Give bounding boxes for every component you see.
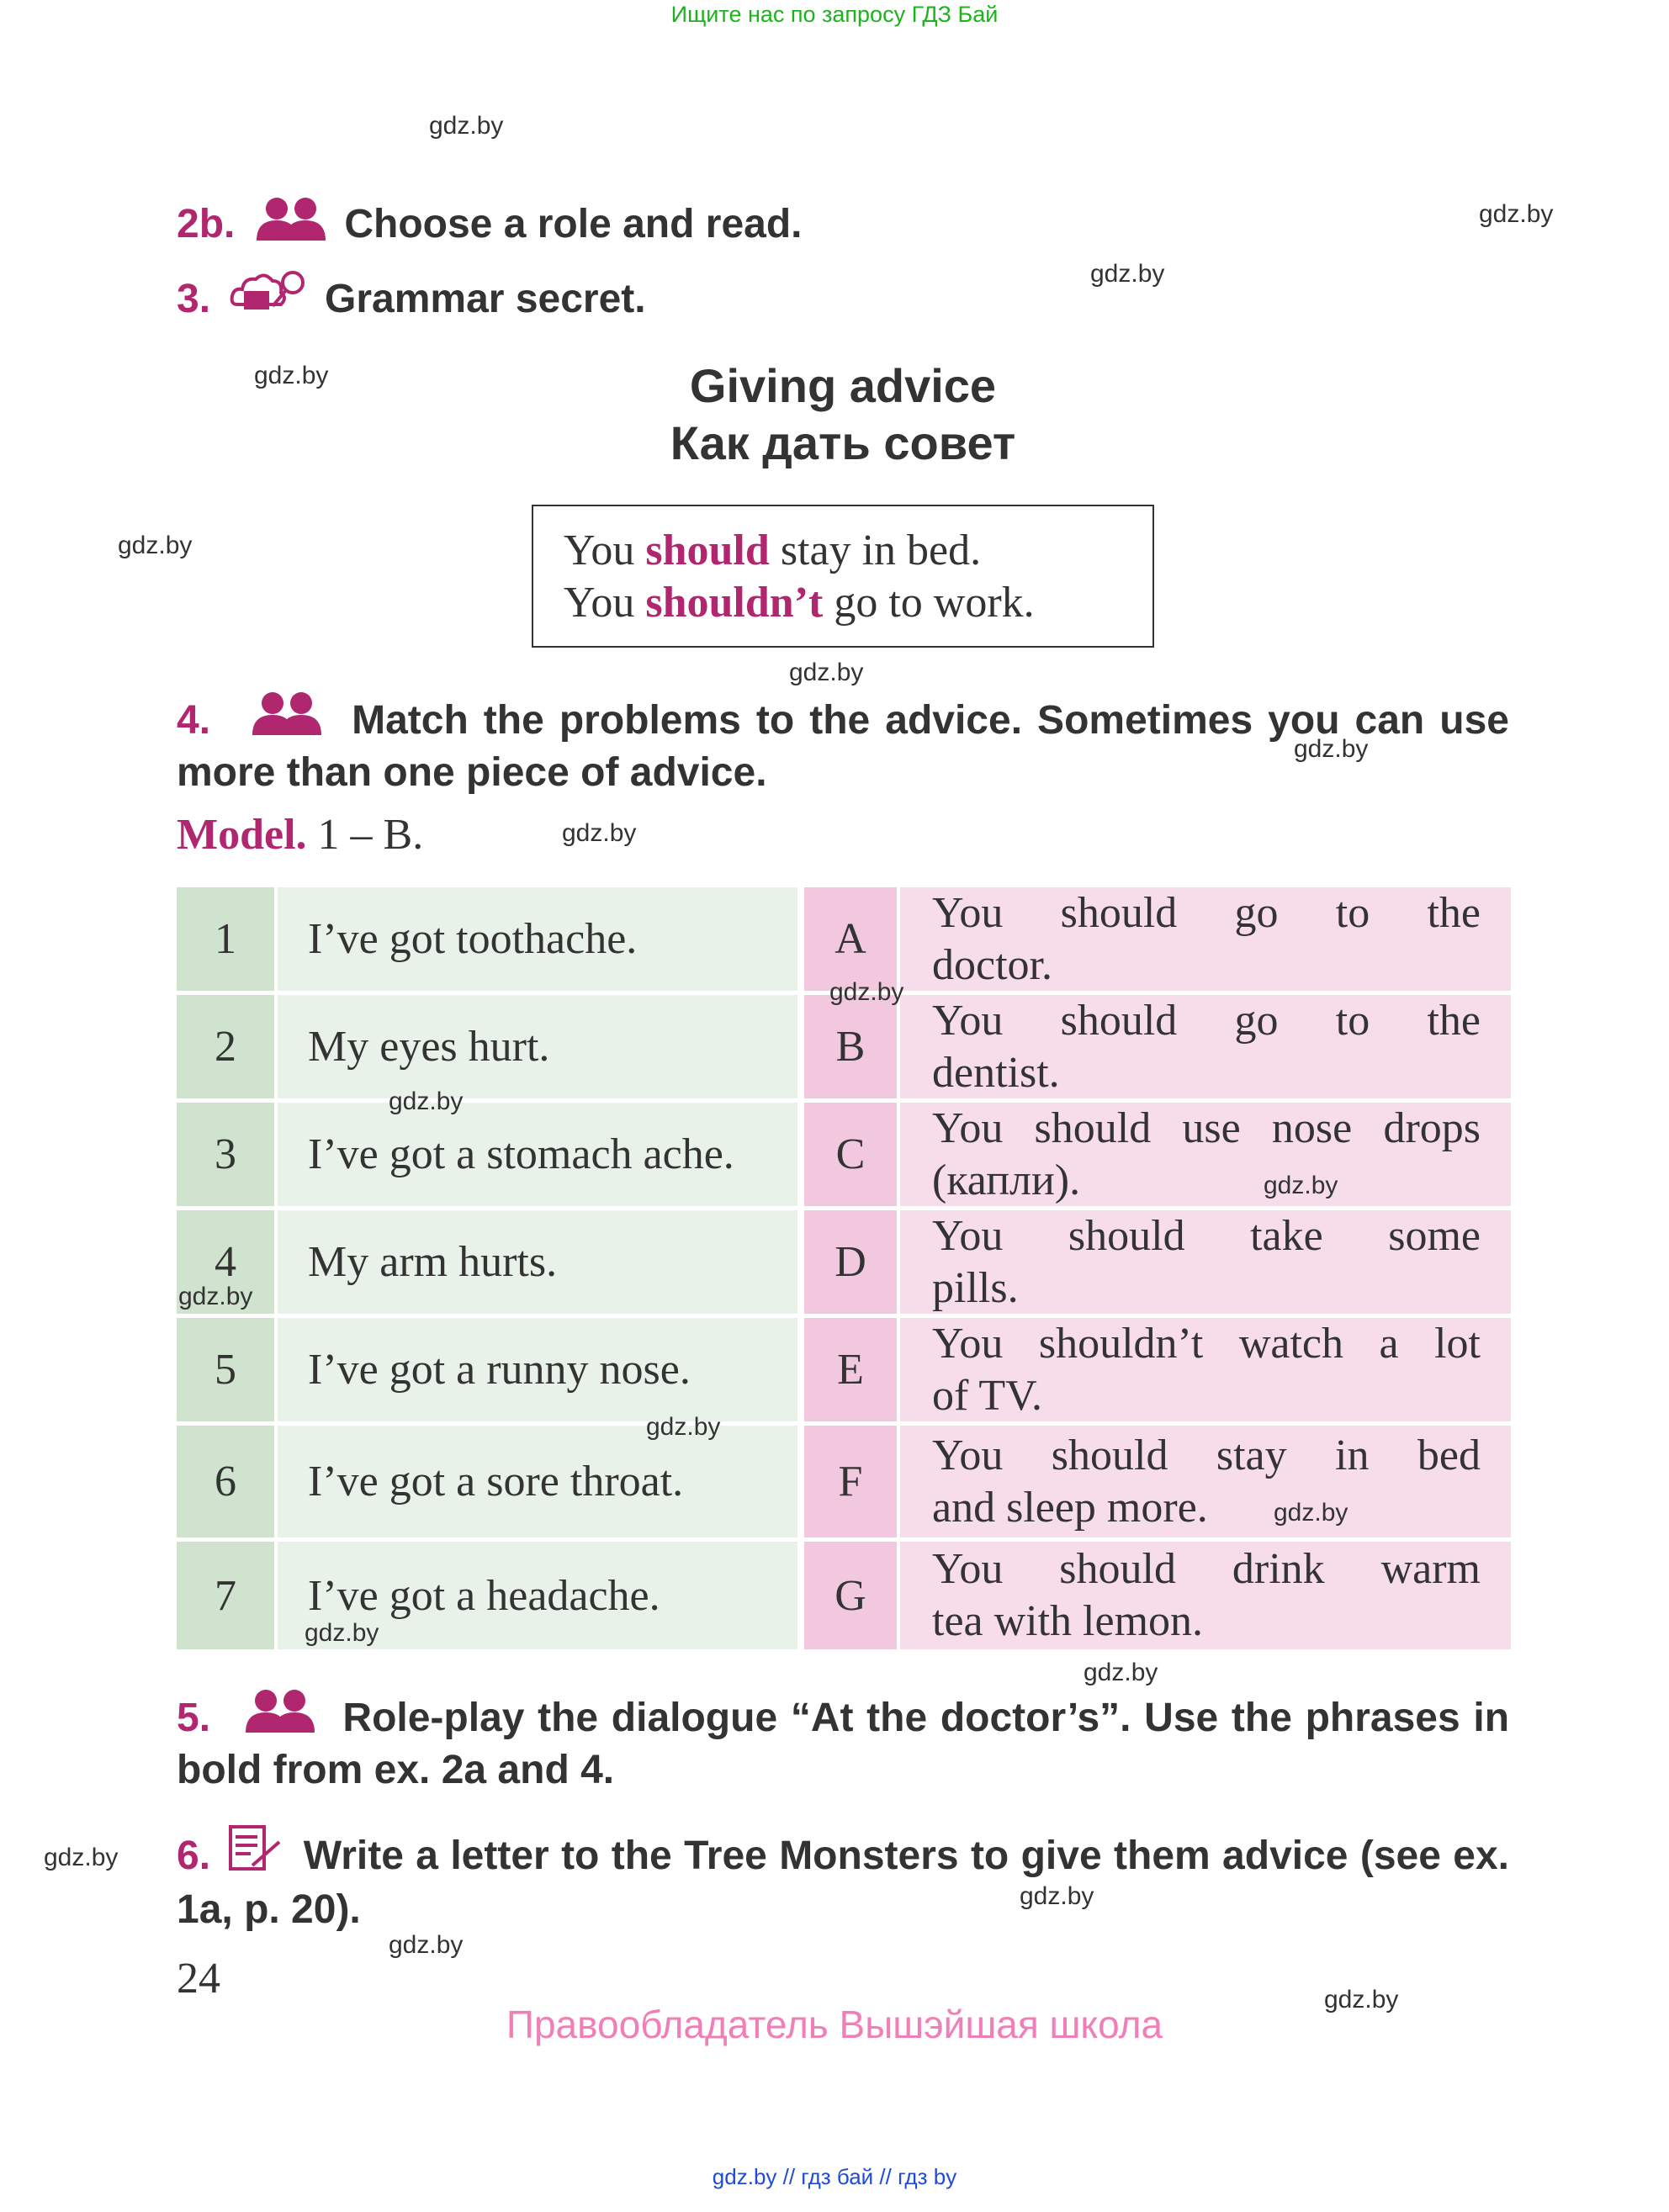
advice-line: dentist. [932, 1048, 1060, 1097]
problem-number: 3 [177, 1103, 274, 1206]
pair-work-icon [242, 1687, 318, 1746]
watermark: gdz.by [389, 1087, 464, 1115]
advice-letter: C [804, 1103, 897, 1206]
watermark: gdz.by [829, 978, 904, 1006]
advice-letter: B [804, 995, 897, 1098]
advice-line: tea with lemon. [932, 1597, 1204, 1645]
advice-line: You should use nose drops [932, 1103, 1481, 1152]
top-banner: Ищите нас по запросу ГДЗ Бай [670, 2, 999, 27]
problem-text: I’ve got a stomach ache. [278, 1103, 797, 1206]
problem-text: I’ve got toothache. [278, 887, 797, 991]
problem-text: My eyes hurt. [278, 995, 797, 1098]
advice-letter: F [804, 1426, 897, 1537]
exercise-number: 5. [177, 1696, 211, 1740]
problem-text: I’ve got a sore throat. [278, 1426, 797, 1537]
advice-text [900, 1210, 1511, 1314]
problem-number: 1 [177, 887, 274, 991]
advice-line: (капли). [932, 1156, 1081, 1204]
advice-letter: G [804, 1542, 897, 1649]
advice-line: You should drink warm [932, 1545, 1481, 1593]
advice-line: of TV. [932, 1371, 1042, 1420]
grammar-secret-icon [229, 267, 310, 330]
advice-line: pills. [932, 1263, 1019, 1312]
watermark: gdz.by [44, 1844, 119, 1871]
rule-text: You [564, 579, 646, 627]
writing-icon [227, 1823, 283, 1886]
watermark: gdz.by [646, 1413, 721, 1441]
exercise-instruction: Grammar secret. [325, 276, 646, 321]
advice-line: doctor. [932, 940, 1052, 989]
watermark: gdz.by [1264, 1172, 1338, 1199]
copyright-footer: Правообладатель Вышэйшая школа [506, 2003, 1163, 2046]
problem-number: 6 [177, 1426, 274, 1537]
advice-text [900, 995, 1511, 1098]
problem-number: 2 [177, 995, 274, 1098]
rule-text: stay in bed. [769, 527, 982, 574]
rule-line [564, 577, 1152, 629]
watermark: gdz.by [1274, 1499, 1348, 1527]
problem-number: 5 [177, 1318, 274, 1421]
highlight-word: should [645, 527, 770, 574]
watermark: gdz.by [1294, 735, 1369, 763]
grammar-rule-box [532, 505, 1154, 648]
watermark: gdz.by [562, 819, 637, 847]
exercise-number: 2b. [177, 201, 236, 246]
rule-text: You [564, 527, 646, 574]
exercise-4 [177, 690, 1509, 797]
watermark: gdz.by [305, 1619, 379, 1647]
grammar-subtitle: Как дать совет [670, 416, 1016, 469]
advice-text [900, 1103, 1511, 1206]
watermark: gdz.by [118, 532, 193, 559]
highlight-word: shouldn’t [645, 579, 824, 627]
model-label: Model. [177, 811, 307, 859]
model-value: 1 – B. [317, 811, 424, 859]
watermark: gdz.by [178, 1283, 253, 1310]
advice-line: You should go to the [932, 996, 1481, 1045]
problem-number: 7 [177, 1542, 274, 1649]
page-number: 24 [177, 1955, 220, 2003]
advice-text [900, 1426, 1511, 1537]
problem-text: My arm hurts. [278, 1210, 797, 1314]
advice-line: You should go to the [932, 888, 1481, 937]
watermark: gdz.by [1090, 260, 1165, 288]
problem-number: 4 [177, 1210, 274, 1314]
advice-text [900, 1318, 1511, 1421]
exercise-instruction: Role-play the dialogue “At the doctor’s”. Use the phrases in bold from ex. 2a and 4. [177, 1696, 1510, 1792]
advice-line: and sleep more. [932, 1483, 1208, 1532]
advice-line: You should stay in bed [932, 1431, 1481, 1479]
bottom-links[interactable]: gdz.by // гдз бай // гдз by [712, 2164, 957, 2189]
watermark: gdz.by [789, 659, 864, 686]
rule-line [564, 525, 1152, 577]
advice-line: You shouldn’t watch a lot [932, 1319, 1481, 1368]
watermark: gdz.by [389, 1931, 464, 1959]
exercise-2b [177, 195, 803, 252]
advice-line: You should take some [932, 1211, 1481, 1260]
exercise-6 [177, 1823, 1509, 1934]
watermark: gdz.by [1479, 200, 1554, 228]
exercise-5 [177, 1687, 1509, 1795]
exercise-instruction: Write a letter to the Tree Monsters to give them advice (see ex. 1a, p. 20). [177, 1834, 1510, 1932]
exercise-instruction: Choose a role and read. [344, 201, 803, 246]
grammar-title: Giving advice [689, 359, 997, 412]
exercise-number: 4. [177, 698, 211, 743]
watermark: gdz.by [254, 362, 329, 389]
watermark: gdz.by [1324, 1986, 1399, 2014]
advice-letter: D [804, 1210, 897, 1314]
problem-text: I’ve got a headache. [278, 1542, 797, 1649]
pair-work-icon [249, 690, 325, 749]
model-answer [177, 810, 423, 860]
exercise-number: 3. [177, 276, 211, 321]
advice-letter: A [804, 887, 897, 991]
pair-work-icon [253, 195, 329, 252]
watermark: gdz.by [1020, 1882, 1094, 1910]
exercise-number: 6. [177, 1834, 211, 1878]
advice-letter: E [804, 1318, 897, 1421]
watermark: gdz.by [1084, 1659, 1158, 1686]
rule-text: go to work. [823, 579, 1035, 627]
advice-text [900, 1542, 1511, 1649]
exercise-3 [177, 267, 646, 330]
exercise-instruction: Match the problems to the advice. Sometimes you can use more than one piece of advice. [177, 698, 1509, 795]
problem-text: I’ve got a runny nose. [278, 1318, 797, 1421]
watermark: gdz.by [429, 112, 504, 140]
advice-text [900, 887, 1511, 991]
